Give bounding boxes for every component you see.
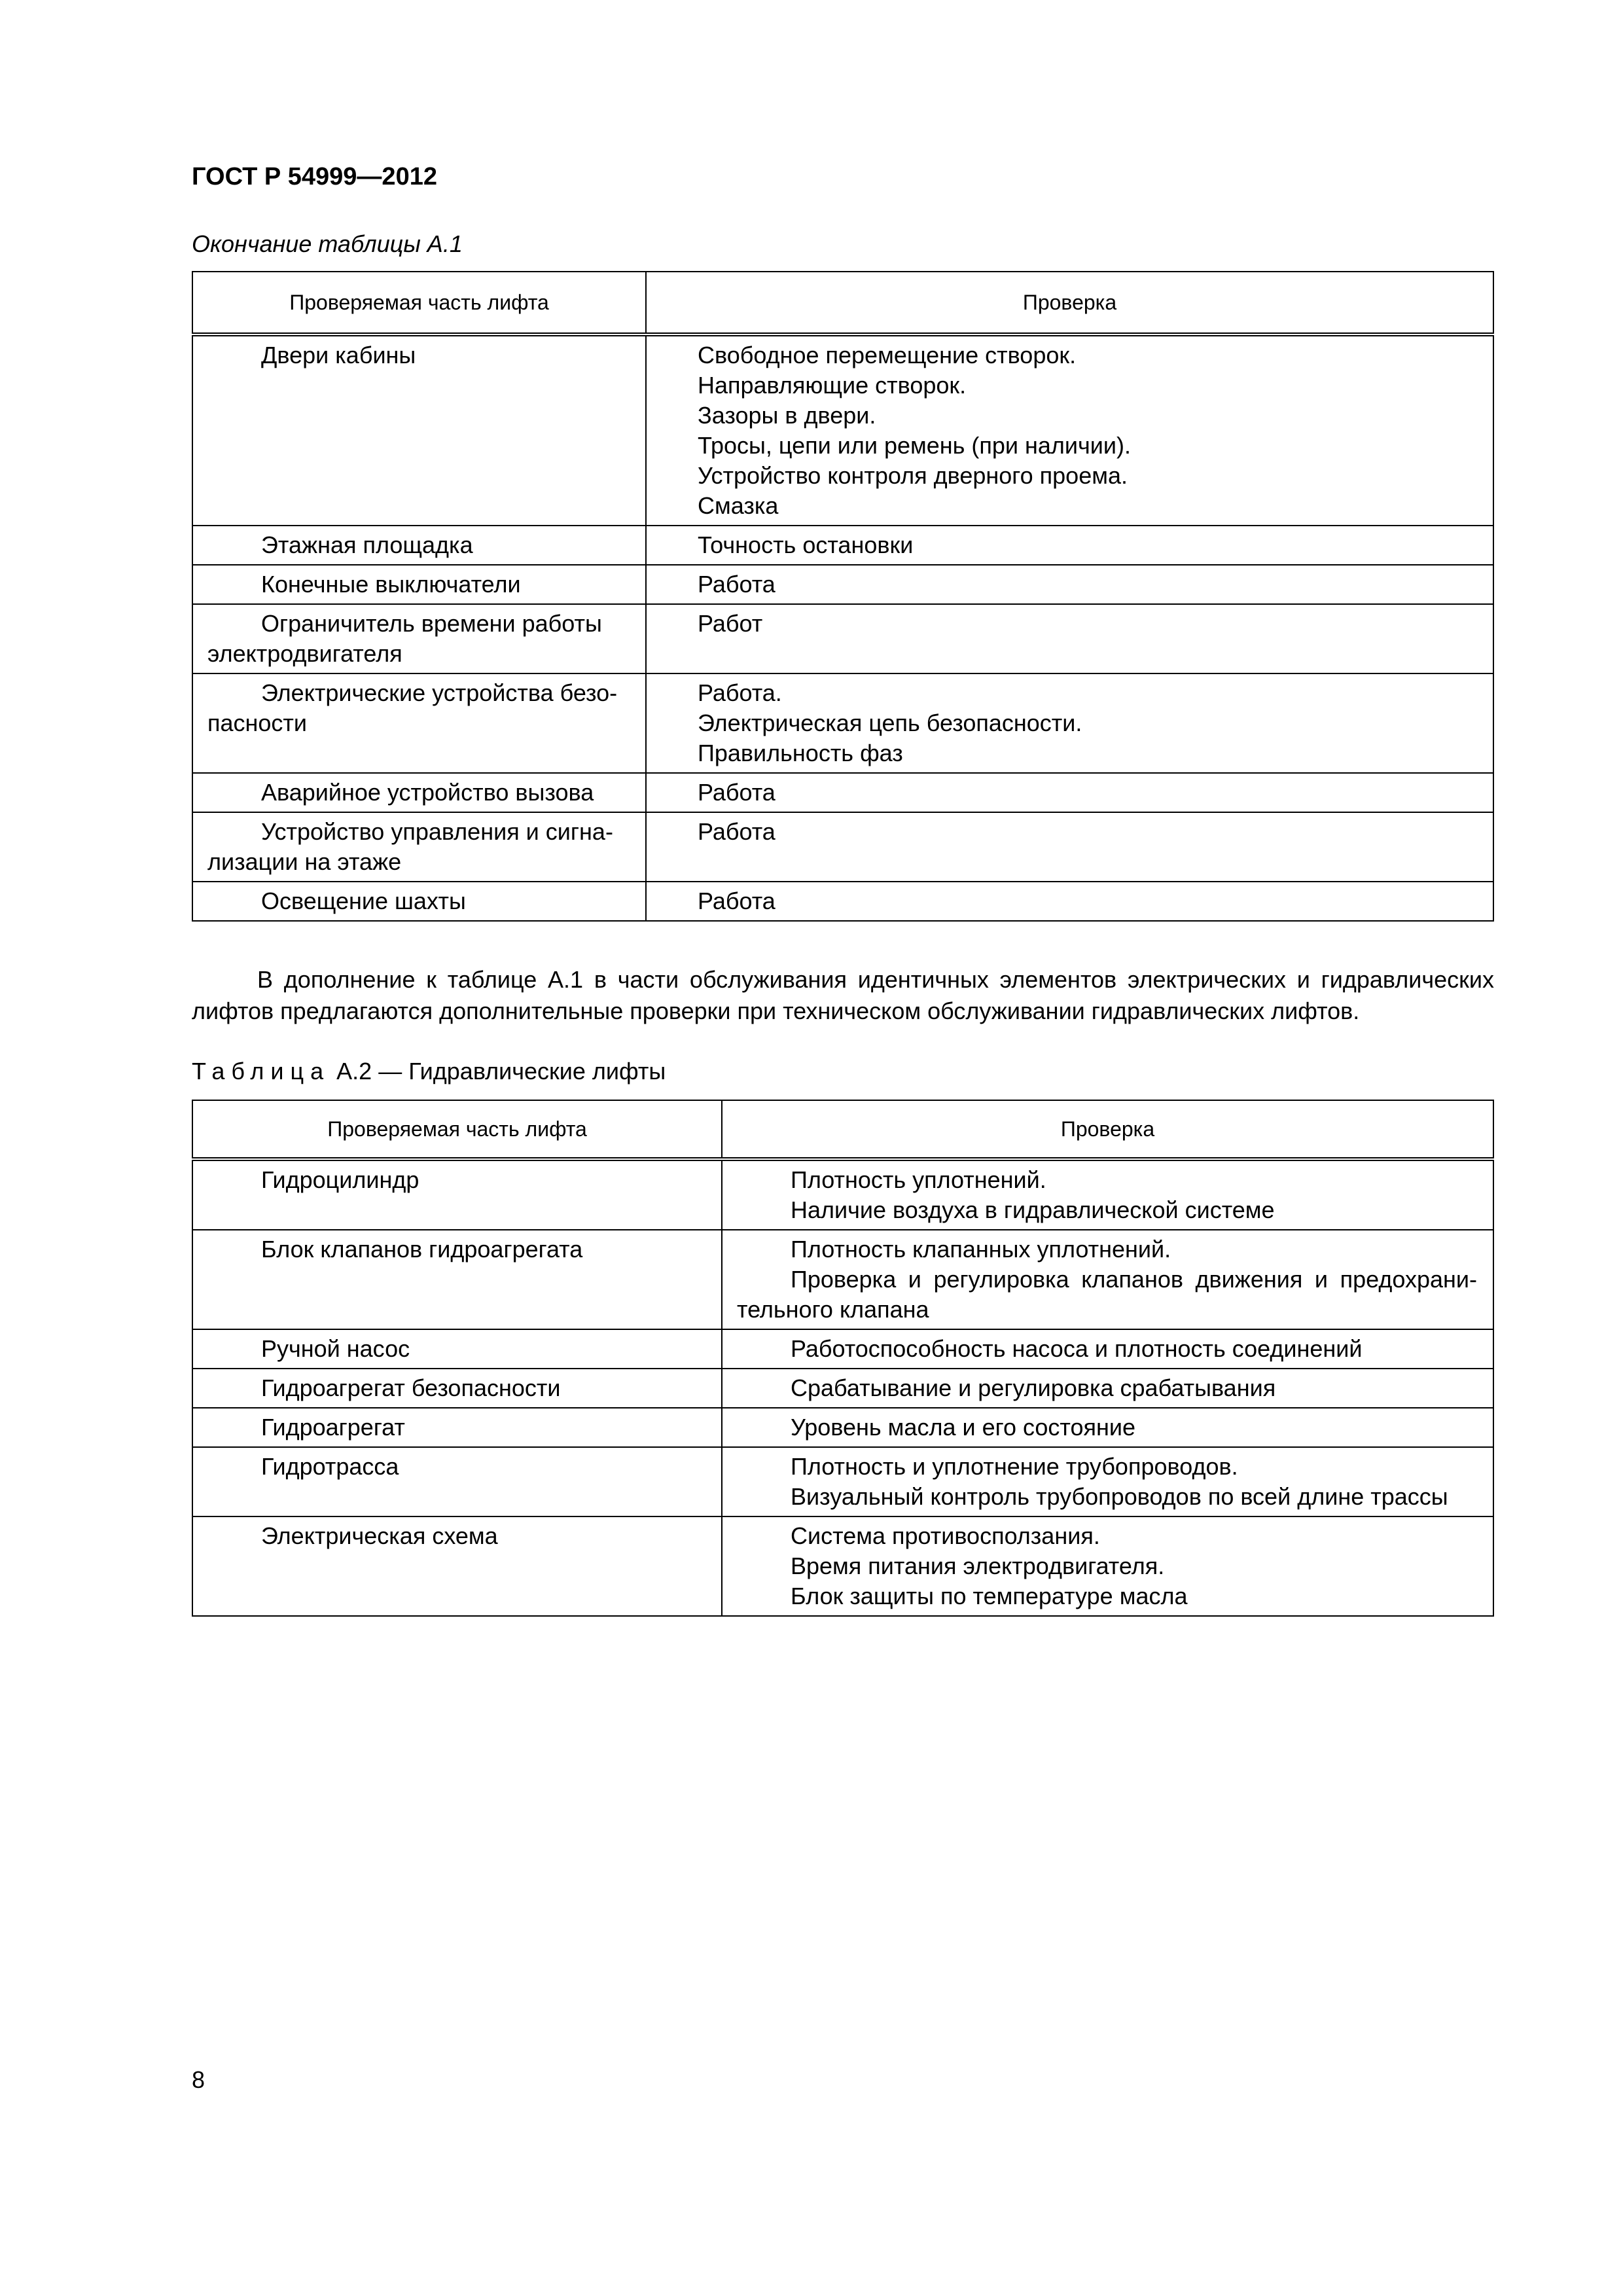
page-number: 8 — [192, 2066, 205, 2093]
part-line: Ручной насос — [261, 1335, 410, 1362]
check-cell — [646, 565, 1493, 604]
check-cell — [722, 1516, 1493, 1616]
part-cell — [192, 1447, 722, 1516]
table-row — [192, 1516, 1493, 1616]
table-row — [192, 1159, 1493, 1230]
check-line: Наличие воздуха в гидравлической системе — [791, 1196, 1275, 1223]
check-cell — [646, 882, 1493, 921]
table-a1 — [192, 271, 1494, 922]
check-line: Блок защиты по температуре масла — [791, 1583, 1188, 1609]
column-header-check: Проверка — [722, 1100, 1493, 1159]
part-line: Устройство управления и сигна- — [261, 818, 613, 845]
part-line: Блок клапанов гидроагрегата — [261, 1236, 583, 1263]
check-cell — [646, 812, 1493, 882]
part-cell — [192, 882, 646, 921]
check-line: Работа — [698, 779, 776, 806]
part-line: лизации на этаже — [207, 848, 402, 875]
column-header-check: Проверка — [646, 272, 1493, 334]
check-line: Работа — [698, 888, 776, 914]
part-line: Гидроагрегат — [261, 1414, 405, 1441]
column-header-part: Проверяемая часть лифта — [192, 1100, 722, 1159]
part-line: Двери кабины — [261, 342, 416, 368]
check-line: Работа — [698, 571, 776, 598]
part-line: Освещение шахты — [261, 888, 466, 914]
check-line: Срабатывание и регулировка срабатывания — [791, 1374, 1276, 1401]
part-line: Гидроагрегат безопасности — [261, 1374, 561, 1401]
table-row — [192, 1369, 1493, 1408]
part-line: Электрические устройства безо- — [261, 679, 618, 706]
table-row — [192, 773, 1493, 812]
part-cell — [192, 604, 646, 673]
part-cell — [192, 1408, 722, 1447]
table-a2-caption-word: Таблица — [192, 1058, 330, 1085]
check-cell — [646, 773, 1493, 812]
part-cell — [192, 1516, 722, 1616]
table-a1-caption: Окончание таблицы А.1 — [192, 230, 463, 257]
part-line: Гидроцилиндр — [261, 1166, 419, 1193]
check-line: Зазоры в двери. — [698, 402, 876, 429]
part-cell — [192, 673, 646, 773]
check-line: Система противосползания. — [791, 1522, 1100, 1549]
check-cell — [646, 673, 1493, 773]
table-a2-caption-title: А.2 — Гидравлические лифты — [330, 1058, 666, 1085]
check-cell — [722, 1230, 1493, 1329]
check-line: Электрическая цепь безопасности. — [698, 709, 1082, 736]
part-line: пасности — [207, 709, 308, 736]
check-line: Работа — [698, 818, 776, 845]
check-line: Направляющие створок. — [698, 372, 967, 399]
check-cell — [646, 526, 1493, 565]
check-cell — [722, 1329, 1493, 1369]
check-line: Работа. — [698, 679, 782, 706]
table-row — [192, 812, 1493, 882]
note-line: В дополнение к таблице А.1 в части обслуживания идентичных элементов электрических и гидравлических — [257, 966, 1494, 993]
check-line: Работ — [698, 610, 763, 637]
check-line: Плотность клапанных уплотнений. — [791, 1236, 1171, 1263]
check-line: Плотность и уплотнение трубопроводов. — [791, 1453, 1238, 1480]
part-cell — [192, 1369, 722, 1408]
note-line: лифтов предлагаются дополнительные проверки при техническом обслуживании гидравлических лифтов. — [192, 997, 1360, 1024]
part-cell — [192, 812, 646, 882]
table-row — [192, 1408, 1493, 1447]
check-line: Устройство контроля дверного проема. — [698, 462, 1128, 489]
check-line: Смазка — [698, 492, 779, 519]
check-line: Визуальный контроль трубопроводов по всей длине трассы — [791, 1483, 1448, 1510]
column-header-part: Проверяемая часть лифта — [192, 272, 646, 334]
check-cell — [722, 1159, 1493, 1230]
table-row — [192, 673, 1493, 773]
check-line: Проверка и регулировка клапанов движения и предохрани- тельного клапана — [737, 1266, 1477, 1323]
check-cell — [722, 1369, 1493, 1408]
table-row — [192, 334, 1493, 526]
part-line: Аварийное устройство вызова — [261, 779, 594, 806]
check-cell — [646, 334, 1493, 526]
check-line: Уровень масла и его состояние — [791, 1414, 1136, 1441]
part-line: Электрическая схема — [261, 1522, 498, 1549]
part-cell — [192, 773, 646, 812]
table-a2-caption — [192, 1056, 666, 1086]
table-row — [192, 1230, 1493, 1329]
table-row — [192, 1447, 1493, 1516]
table-a2 — [192, 1100, 1494, 1617]
part-line: электродвигателя — [207, 640, 402, 667]
part-line: Ограничитель времени работы — [261, 610, 602, 637]
table-row — [192, 565, 1493, 604]
check-line: Правильность фаз — [698, 740, 903, 766]
check-cell — [722, 1447, 1493, 1516]
document-code: ГОСТ Р 54999—2012 — [192, 163, 437, 190]
check-line: Плотность уплотнений. — [791, 1166, 1046, 1193]
check-line: Время питания электродвигателя. — [791, 1552, 1165, 1579]
part-cell — [192, 1230, 722, 1329]
note-paragraph — [192, 964, 1494, 1027]
table-row — [192, 604, 1493, 673]
table-a2-header-row — [192, 1100, 1493, 1159]
part-line: Конечные выключатели — [261, 571, 521, 598]
check-line: Тросы, цепи или ремень (при наличии). — [698, 432, 1132, 459]
part-line: Гидротрасса — [261, 1453, 399, 1480]
check-cell — [646, 604, 1493, 673]
table-row — [192, 526, 1493, 565]
check-line: Точность остановки — [698, 531, 914, 558]
table-a1-header-row — [192, 272, 1493, 334]
table-row — [192, 882, 1493, 921]
table-row — [192, 1329, 1493, 1369]
check-cell — [722, 1408, 1493, 1447]
check-line: Работоспособность насоса и плотность соединений — [791, 1335, 1363, 1362]
check-line: Свободное перемещение створок. — [698, 342, 1077, 368]
part-cell — [192, 565, 646, 604]
part-cell — [192, 334, 646, 526]
part-cell — [192, 1159, 722, 1230]
part-line: Этажная площадка — [261, 531, 473, 558]
part-cell — [192, 1329, 722, 1369]
part-cell — [192, 526, 646, 565]
